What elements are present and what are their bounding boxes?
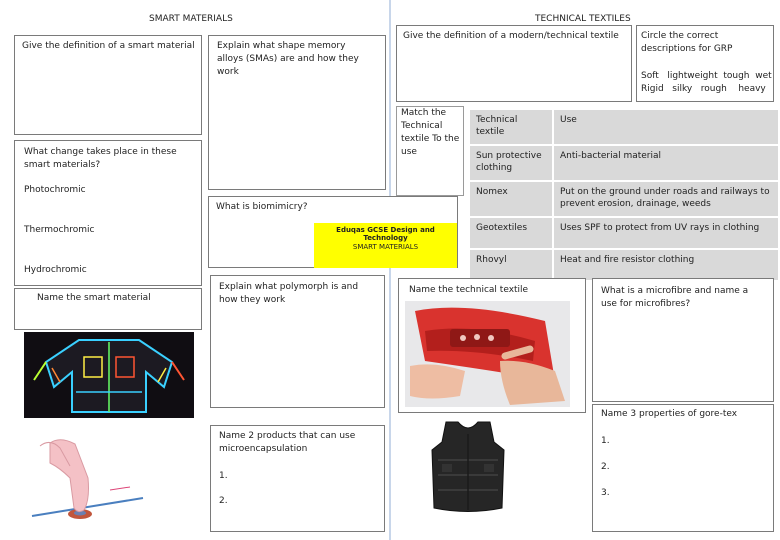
change-box[interactable] — [14, 140, 202, 286]
textile-cell[interactable]: Nomex — [469, 181, 553, 217]
table-row — [469, 109, 779, 145]
change-question: What change takes place in these smart materials? — [24, 147, 177, 170]
technical-textiles-heading: TECHNICAL TEXTILES — [535, 14, 631, 24]
grp-words-row-1[interactable]: Soft lightweight tough wet — [641, 71, 772, 81]
polymorph-question: Explain what polymorph is and how they work — [219, 282, 359, 305]
finger-pressing-image — [30, 438, 145, 528]
page-divider — [389, 0, 391, 540]
el-wire-jacket-image — [24, 332, 194, 418]
table-row[interactable] — [469, 181, 779, 217]
sma-question: Explain what shape memory alloys (SMAs) are and how they work — [217, 41, 359, 77]
hydrochromic-label: Hydrochromic — [24, 265, 87, 275]
technical-definition-question: Give the definition of a modern/technical textile — [403, 31, 619, 41]
goretex-answer-1: 1. — [601, 436, 610, 446]
goretex-box[interactable] — [592, 404, 774, 532]
match-label-box — [396, 106, 464, 196]
photochromic-label: Photochromic — [24, 185, 86, 195]
table-header-use: Use — [553, 109, 779, 145]
use-cell[interactable]: Put on the ground under roads and railways to prevent erosion, drainage, weeds — [553, 181, 779, 217]
microencapsulation-answer-2: 2. — [219, 496, 228, 506]
name-textile-box[interactable] — [398, 278, 586, 413]
goretex-question: Name 3 properties of gore-tex — [601, 409, 738, 419]
banner-topic: SMART MATERIALS — [352, 243, 419, 251]
matching-table — [468, 108, 780, 282]
grp-words-row-2[interactable]: Rigid silky rough heavy — [641, 84, 766, 94]
match-instruction: Match the Technical textile To the use — [401, 108, 460, 157]
eduqas-banner — [314, 223, 457, 268]
smart-definition-box[interactable] — [14, 35, 202, 135]
smart-definition-question: Give the definition of a smart material — [22, 41, 195, 51]
sma-box[interactable] — [208, 35, 386, 190]
table-header-textile: Technical textile — [469, 109, 553, 145]
technical-definition-box[interactable] — [396, 25, 632, 102]
use-cell[interactable]: Anti-bacterial material — [553, 145, 779, 181]
microencapsulation-question: Name 2 products that can use microencapsulation — [219, 431, 356, 454]
table-row[interactable] — [469, 249, 779, 281]
name-material-box[interactable] — [14, 288, 202, 330]
microfibre-box[interactable] — [592, 278, 774, 402]
banner-course: Eduqas GCSE Design and Technology — [336, 226, 435, 242]
use-cell[interactable]: Heat and fire resistor clothing — [553, 249, 779, 281]
body-armour-vest-image — [428, 420, 508, 515]
thermochromic-label: Thermochromic — [24, 225, 95, 235]
textile-cell[interactable]: Geotextiles — [469, 217, 553, 249]
grp-question: Circle the correct descriptions for GRP — [641, 31, 733, 54]
name-textile-question: Name the technical textile — [409, 285, 529, 295]
microfibre-question: What is a microfibre and name a use for microfibres? — [601, 286, 749, 309]
microencapsulation-answer-1: 1. — [219, 471, 228, 481]
textile-cell[interactable]: Sun protective clothing — [469, 145, 553, 181]
smart-materials-heading: SMART MATERIALS — [149, 14, 233, 24]
goretex-answer-2: 2. — [601, 462, 610, 472]
name-material-question: Name the smart material — [37, 293, 151, 303]
grp-box[interactable] — [636, 25, 774, 102]
use-cell[interactable]: Uses SPF to protect from UV rays in clothing — [553, 217, 779, 249]
polymorph-box[interactable] — [210, 275, 385, 408]
microencapsulation-box[interactable] — [210, 425, 385, 532]
goretex-answer-3: 3. — [601, 488, 610, 498]
biomimicry-question: What is biomimicry? — [216, 202, 308, 212]
textile-cell[interactable]: Rhovyl — [469, 249, 553, 281]
table-row[interactable] — [469, 217, 779, 249]
sleeve-keypad-image — [405, 301, 570, 407]
table-row[interactable] — [469, 145, 779, 181]
